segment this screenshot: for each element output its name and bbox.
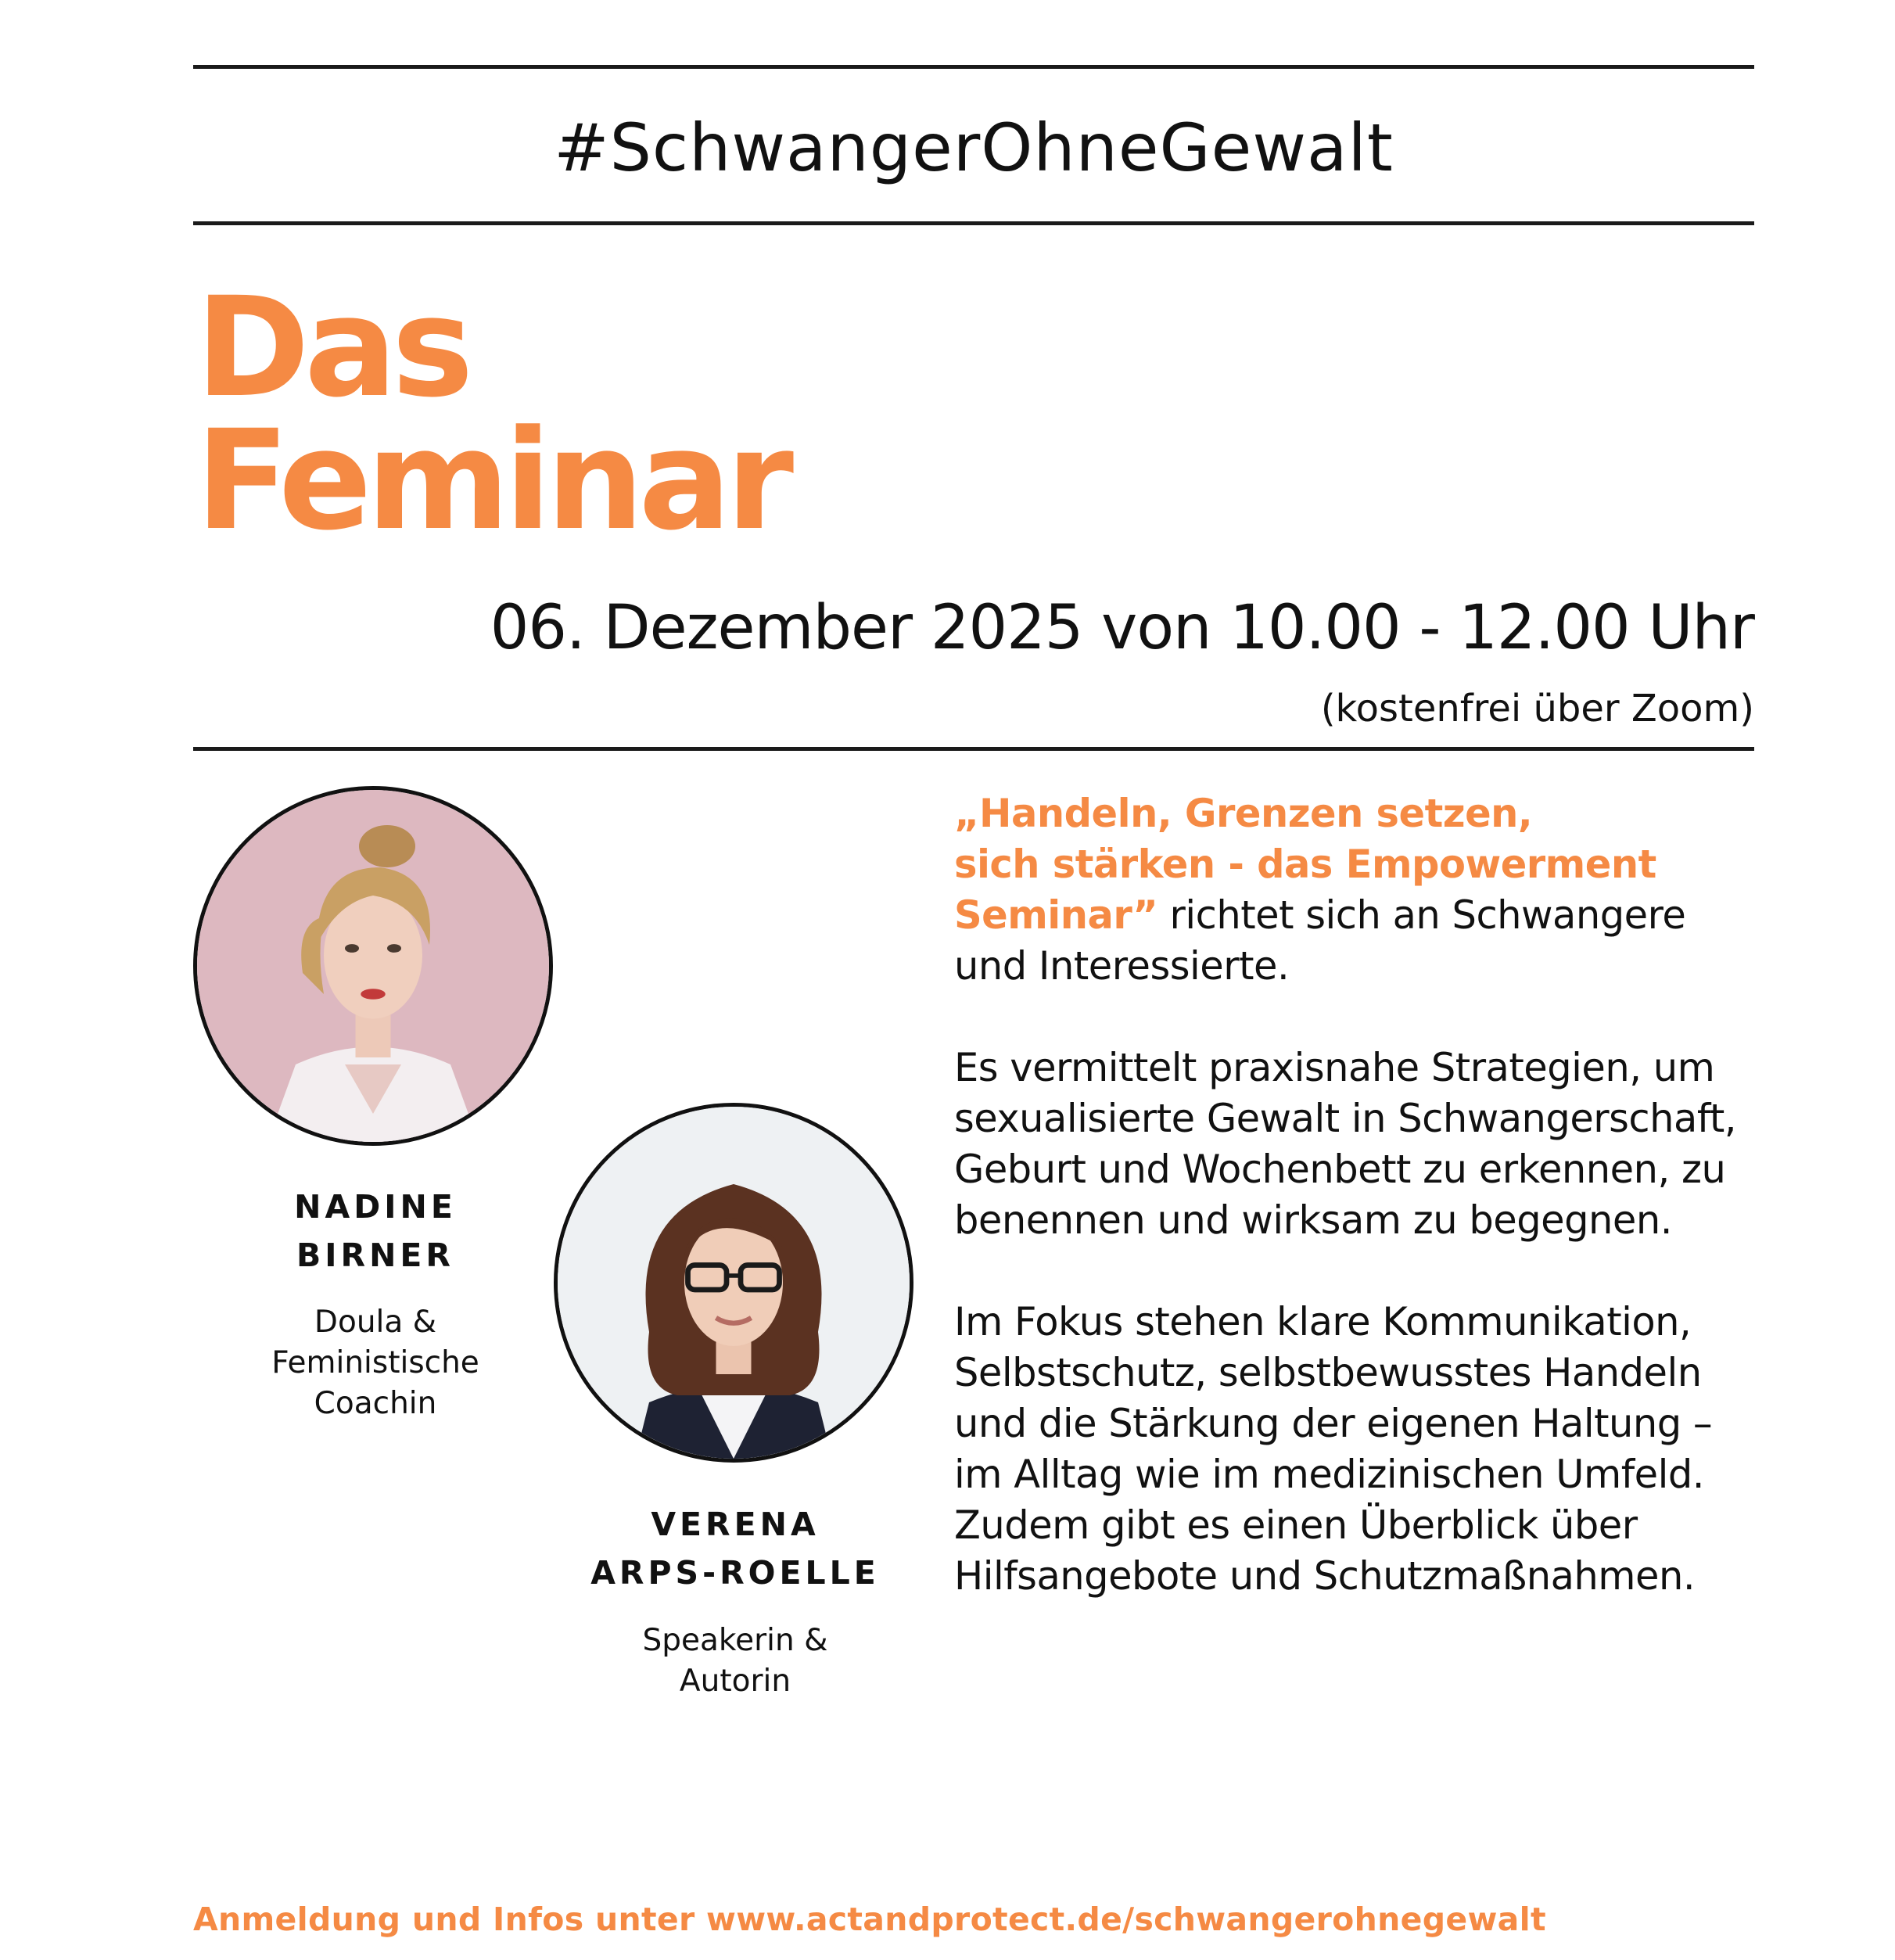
- title-line-1: Das: [196, 267, 468, 428]
- section-divider: [193, 747, 1754, 751]
- event-note: (kostenfrei über Zoom): [1320, 687, 1754, 731]
- portrait-illustration-2: [558, 1107, 910, 1459]
- speaker-1-last-name: BIRNER: [296, 1237, 454, 1274]
- description-paragraph-2: Es vermittelt praxisnahe Strategien, um sexualisierte Gewalt in Schwangerschaft, Geburt und Wochenbett zu erkennen, zu benennen und wirksam zu begegnen.: [954, 1045, 1737, 1243]
- hashtag-heading: #SchwangerOhneGewalt: [554, 109, 1394, 186]
- page-title: [196, 267, 789, 561]
- speaker-role-2: [579, 1621, 892, 1702]
- speaker-name-1: [219, 1183, 532, 1280]
- event-date: 06. Dezember 2025 von 10.00 - 12.00 Uhr: [490, 593, 1754, 663]
- description-text: [954, 788, 1768, 1653]
- speaker-photo-verena-arps-roelle: [554, 1103, 913, 1463]
- portrait-illustration-1: [197, 790, 549, 1142]
- description-paragraph-3: Im Fokus stehen klare Kommunikation, Selbstschutz, selbstbewusstes Handeln und die Stärkung der eigenen Haltung – im Alltag wie im medizinischen Umfeld. Zudem gibt es einen Überblick über Hilfsangebote und Schutzmaßnahmen.: [954, 1299, 1713, 1599]
- speaker-1-role-line-3: Coachin: [314, 1386, 437, 1421]
- speaker-2-role-line-1: Speakerin &: [642, 1623, 828, 1658]
- speaker-1-role-line-2: Feministische: [271, 1345, 479, 1380]
- intro-rest: richtet sich an Schwangere und Interessierte.: [954, 892, 1686, 989]
- seminar-title-quote-line-2: sich stärken - das Empowerment: [954, 842, 1656, 887]
- speaker-photo-nadine-birner: [193, 786, 553, 1146]
- header-divider: [193, 221, 1754, 225]
- speaker-1-role-line-1: Doula &: [314, 1305, 437, 1340]
- speaker-role-1: [219, 1302, 532, 1424]
- top-divider: [193, 65, 1754, 69]
- speaker-2-role-line-2: Autorin: [679, 1664, 791, 1699]
- speaker-2-last-name: ARPS-ROELLE: [590, 1554, 880, 1592]
- speaker-1-first-name: NADINE: [294, 1188, 457, 1226]
- speaker-name-2: [540, 1500, 931, 1597]
- seminar-title-quote-line-3: Seminar”: [954, 892, 1158, 938]
- seminar-title-quote-line-1: „Handeln, Grenzen setzen,: [954, 791, 1533, 836]
- speaker-2-first-name: VERENA: [651, 1506, 820, 1543]
- description-intro: [954, 788, 1768, 992]
- registration-footer-link[interactable]: Anmeldung und Infos unter www.actandprotect.de/schwangerohnegewalt: [193, 1901, 1546, 1938]
- title-line-2: Feminar: [196, 400, 789, 561]
